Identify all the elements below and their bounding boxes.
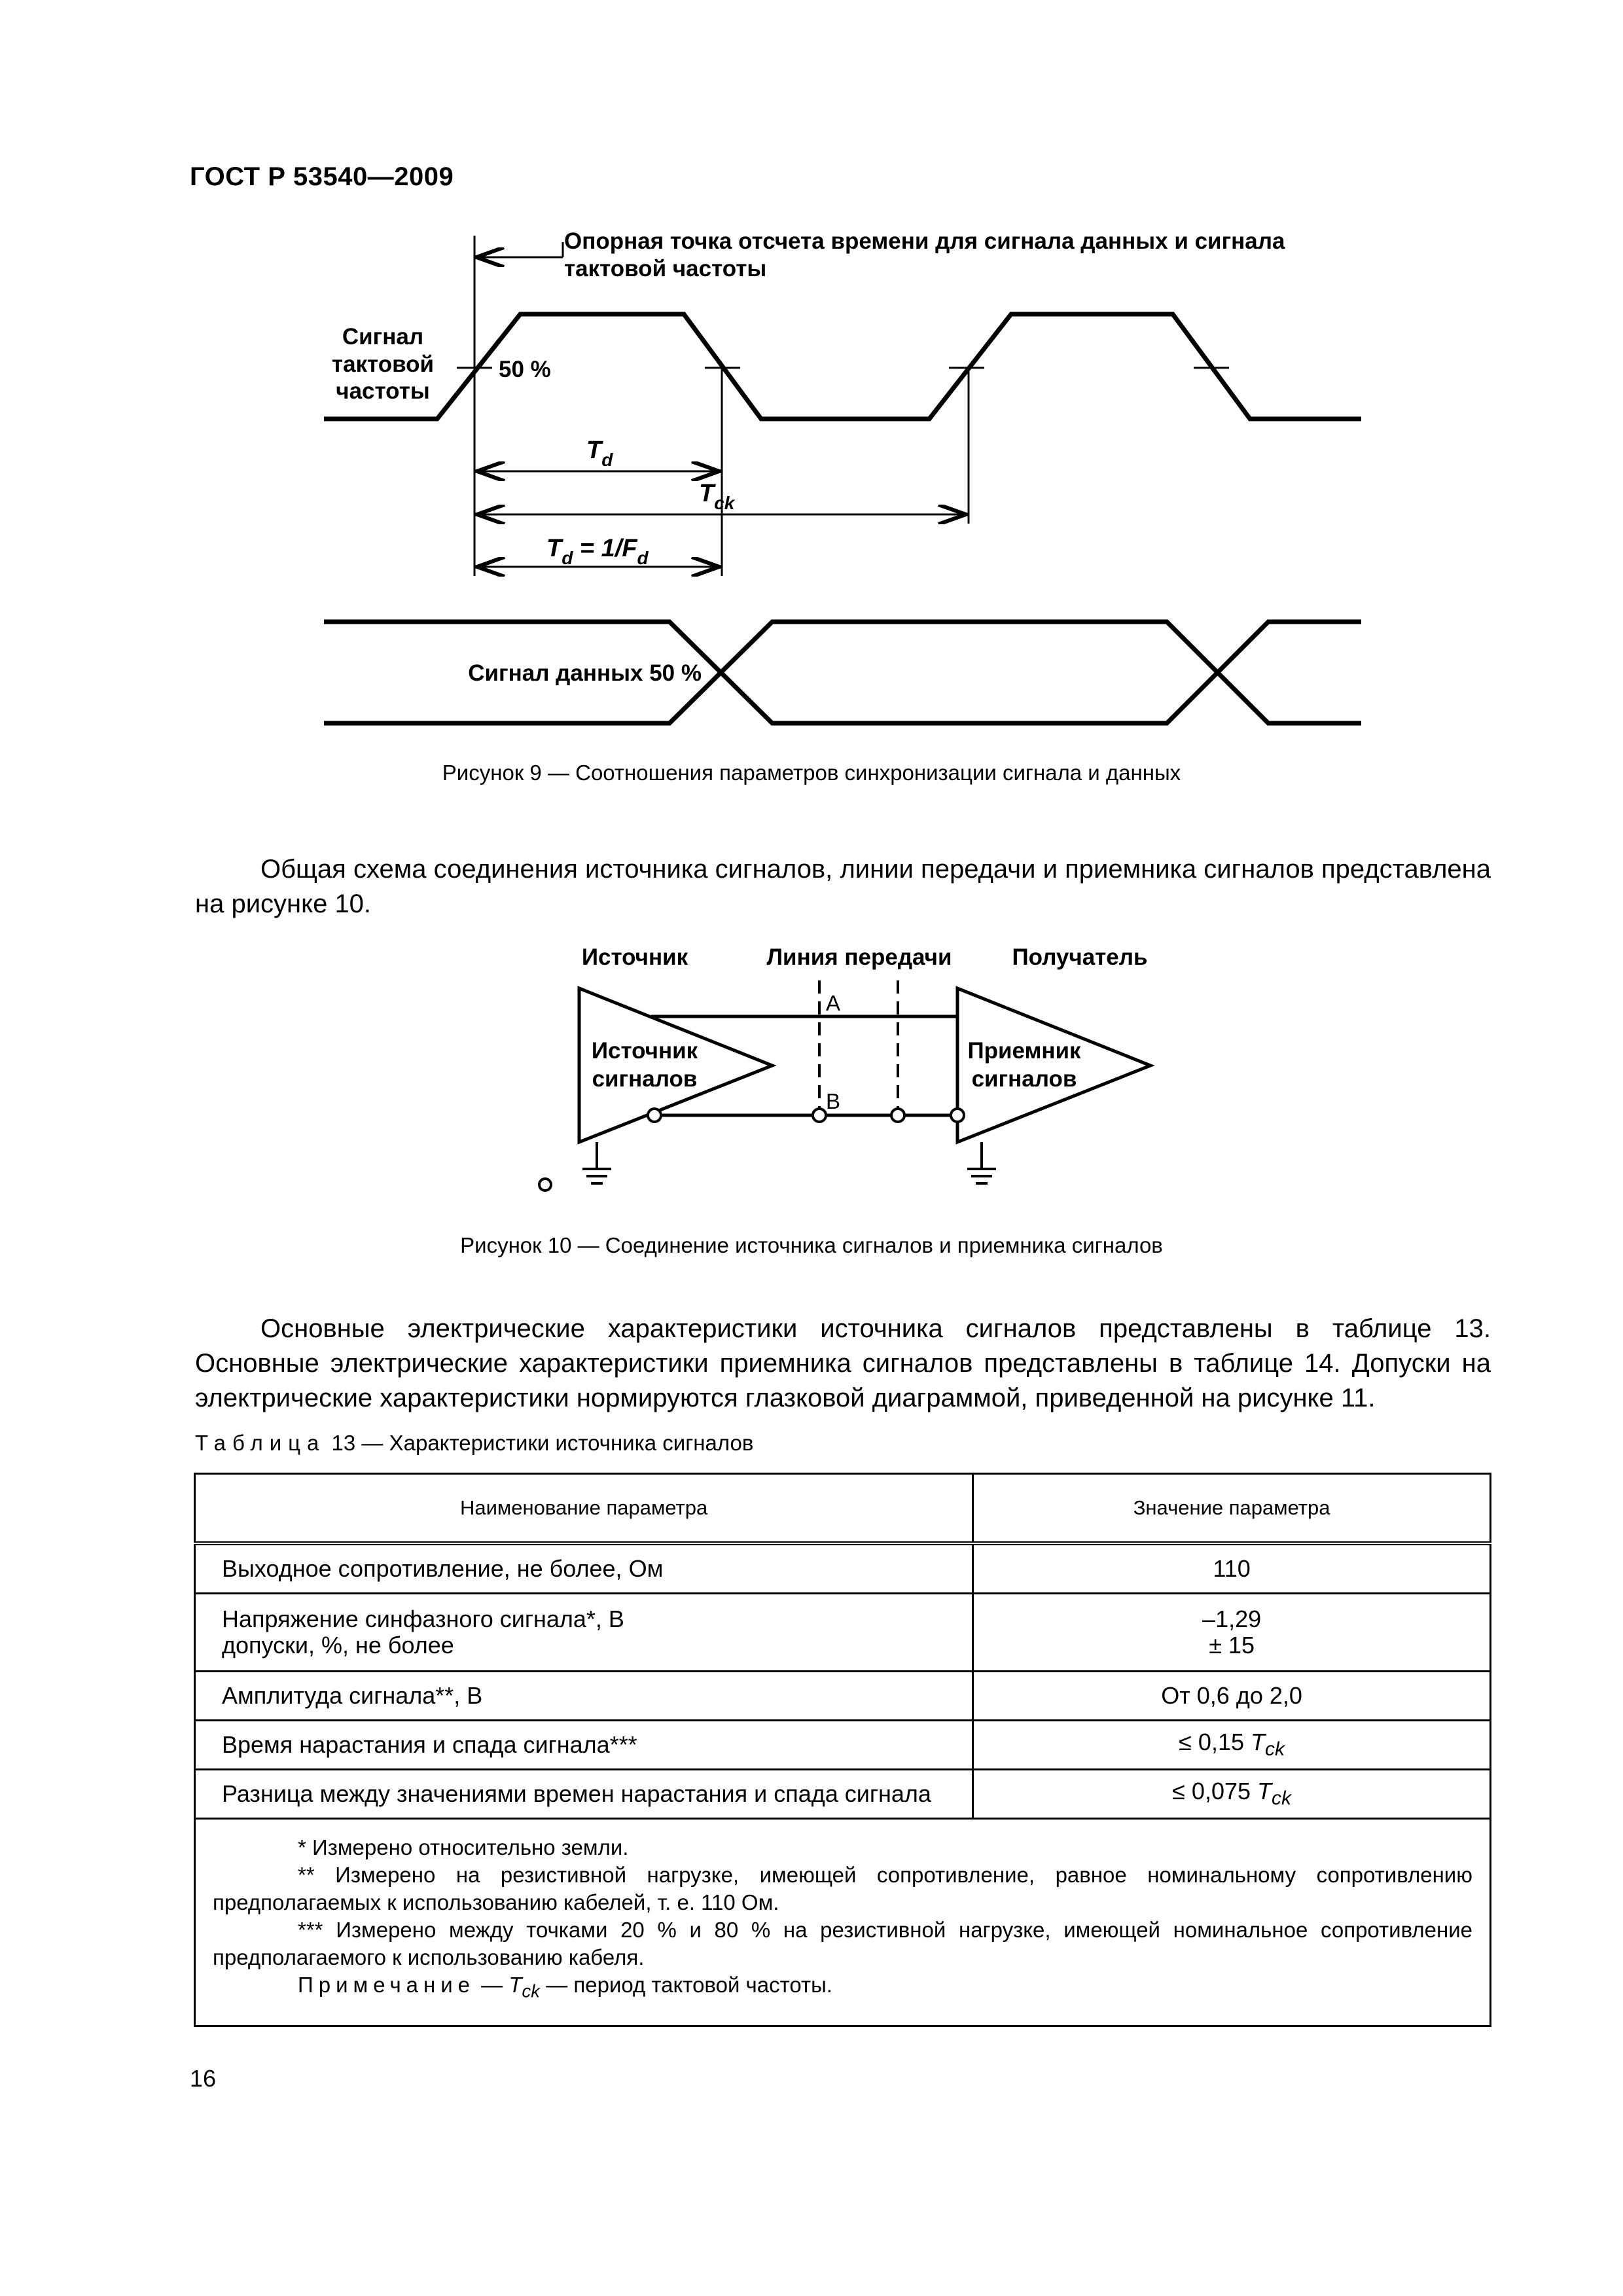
table-row: Время нарастания и спада сигнала*** ≤ 0,15 $T_{ck}$ [195,1721,1491,1770]
svg-text:сигналов: сигналов [971,1066,1077,1092]
tck-label: $T_{ck}$ [699,480,735,513]
page-number: 16 [190,2065,217,2092]
reference-label: Опорная точка отсчета времени для сигнала данных и сигнала [564,228,1285,254]
source-box-label: Источник [591,1038,698,1064]
figure-9-timing-diagram [0,0,1623,746]
clock-label: Сигнал [342,324,424,350]
svg-text:сигналов: сигналов [592,1066,698,1092]
receiver-amplifier [957,988,1150,1142]
source-ground-icon [582,1142,611,1183]
point-a-label: A [826,991,841,1015]
paragraph-1: Общая схема соединения источника сигналов, линии передачи и приемника сигналов представлена на рисунке 10. [195,855,1491,918]
svg-text:частоты: частоты [336,378,430,404]
source-heading: Источник [581,944,688,970]
receiver-heading: Получатель [1012,944,1148,970]
source-amplifier [579,988,772,1142]
clock-waveform [324,314,1361,419]
td-label: $T_d$ [586,437,613,470]
data-label: Сигнал данных 50 % [468,660,702,686]
table-13-title: Таблица 13 — Характеристики источника сигналов [195,1431,754,1455]
document-header: ГОСТ Р 53540—2009 [190,162,454,191]
table-header-param: Наименование параметра [195,1474,973,1544]
figure-10-caption: Рисунок 10 — Соединение источника сигналов и приемника сигналов [460,1233,1163,1257]
table-row: Разница между значениями времен нарастания и спада сигнала ≤ 0,075 $T_{ck}$ [195,1770,1491,1819]
ground-terminal [539,1179,551,1191]
point-b-label: B [826,1089,841,1113]
footnote-2: ** Измерено на резистивной нагрузке, имеющей сопротивление, равное номинальному сопротивлению предполагаемых к использованию кабелей, т. е. 110 Ом. [213,1863,1472,1914]
svg-text:тактовой: тактовой [331,351,435,377]
table-footnotes [195,1819,1491,2026]
table-note: Примечание — $T_{ck}$ — период тактовой частоты. [298,1973,832,2001]
table-row: Амплитуда сигнала**, В От 0,6 до 2,0 [195,1672,1491,1721]
footnote-3: *** Измерено между точками 20 % и 80 % на резистивной нагрузке, имеющей номинальное сопротивление предполагаемого к использованию кабеля. [213,1918,1472,1969]
paragraph-2: Основные электрические характеристики источника сигналов представлены в таблице 13. Основные электрические характеристики приемника сигналов представлены в таблице 14. Допуски на электрические характеристики нормируются глазковой диаграммой, приведенной на рисунке 11. [195,1314,1491,1412]
td-formula: $T_d = 1/F_d$ [546,535,649,568]
receiver-box-label: Приемник [967,1038,1081,1064]
clock-50-percent: 50 % [499,357,551,382]
table-header-value: Значение параметра [973,1474,1491,1544]
table-13 [194,1473,1491,2027]
figure-9-caption: Рисунок 9 — Соотношения параметров синхронизации сигнала и данных [442,761,1181,785]
receiver-ground-icon [967,1142,996,1183]
svg-text:тактовой частоты: тактовой частоты [564,256,767,281]
line-heading: Линия передачи [766,944,952,970]
table-row: Выходное сопротивление, не более, Ом 110 [195,1543,1491,1594]
table-row: Напряжение синфазного сигнала*, В допуски, %, не более –1,29 ± 15 [195,1594,1491,1672]
figure-10-connection-diagram [0,929,1623,1230]
footnote-1: * Измерено относительно земли. [298,1835,629,1859]
